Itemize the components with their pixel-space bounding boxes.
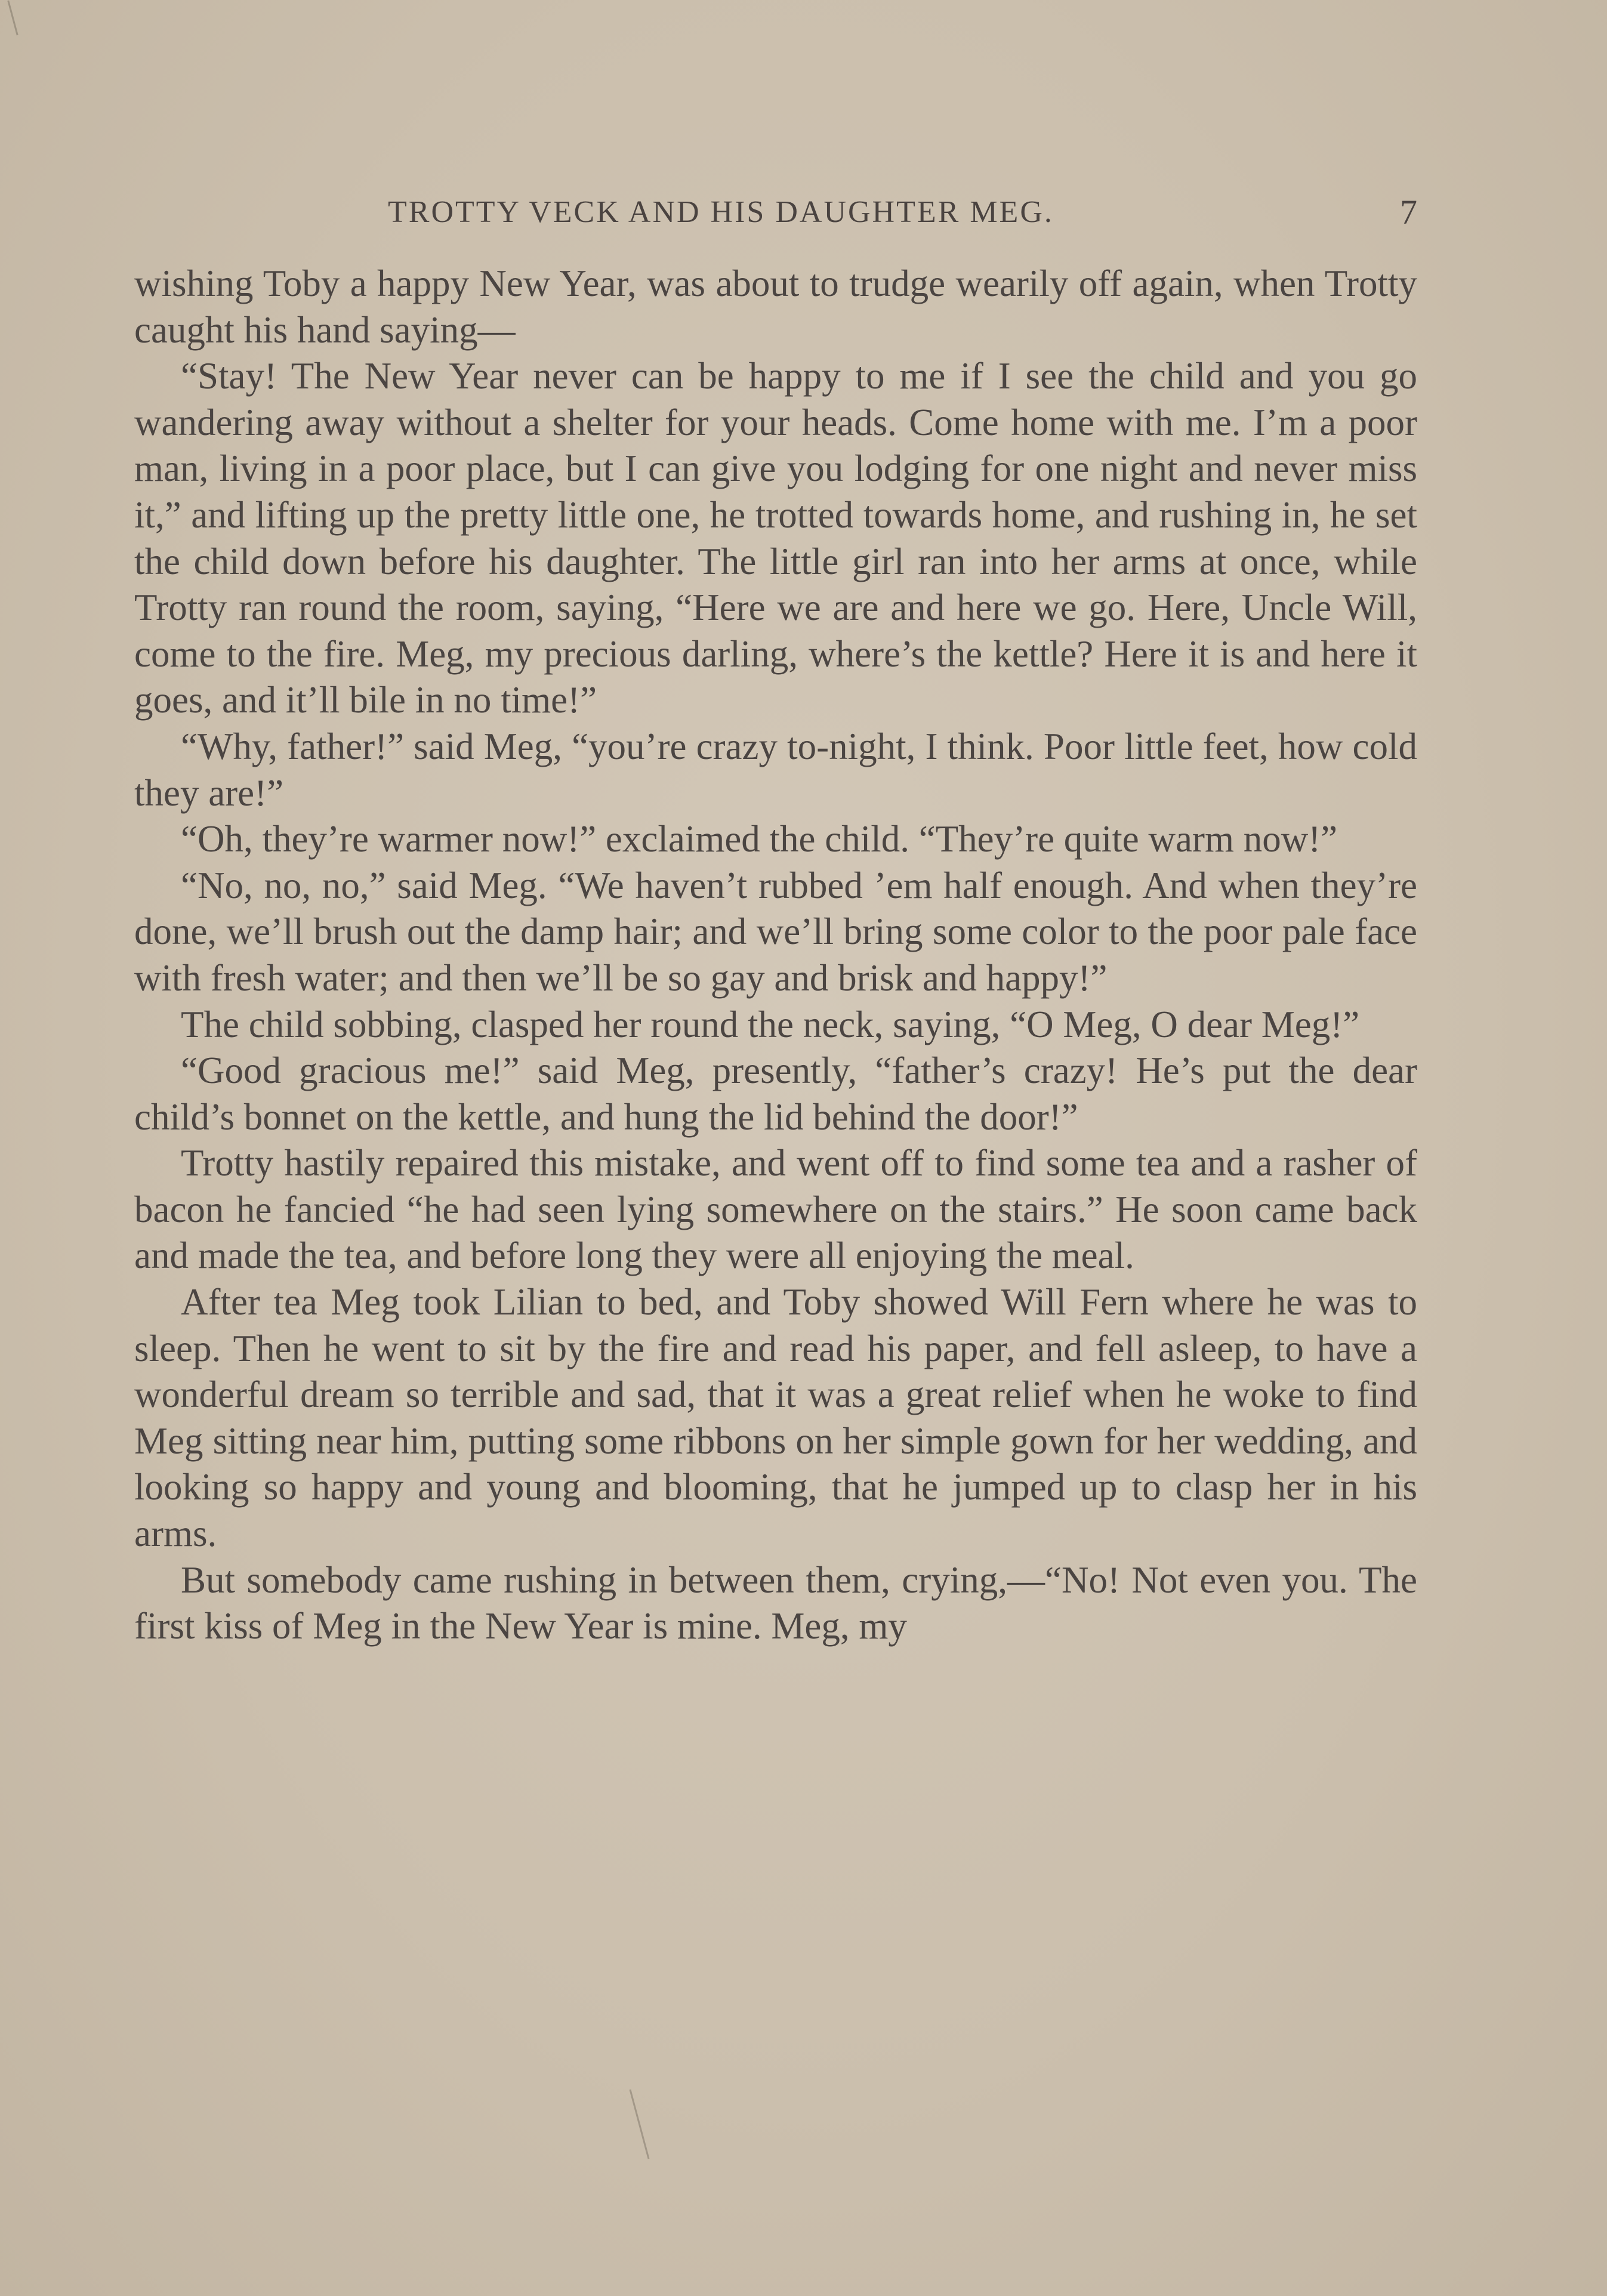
page-number: 7 [1400,193,1417,232]
page-header [134,190,1417,237]
paragraph: “No, no, no,” said Meg. “We haven’t rubbed ’em half enough. And when they’re done, we’ll brush out the damp hair; and we’ll bring some color to the poor pale face with fresh water; and then we’ll be so gay and brisk and happy!” [134,864,1417,999]
paragraph: “Oh, they’re warmer now!” exclaimed the child. “They’re quite warm now!” [181,818,1338,860]
paragraph: After tea Meg took Lilian to bed, and Toby showed Will Fern where he was to sleep. Then he went to sit by the fire and read his paper, and fell asleep, to have a wonderful dream so terrible and sad, that it was a great relief when he woke to find Meg sitting near him, putting some ribbons on her simple gown for her wedding, and looking so happy and young and blooming, that he jumped up to clasp her in his arms. [134,1281,1417,1555]
paragraph: “Good gracious me!” said Meg, presently, “father’s crazy! He’s put the dear child’s bonnet on the kettle, and hung the lid behind the door!” [134,1050,1417,1138]
paper-blemish [7,1,18,36]
paragraph: The child sobbing, clasped her round the neck, saying, “O Meg, O dear Meg!” [181,1003,1360,1045]
paragraph: Trotty hastily repaired this mistake, and went off to find some tea and a rasher of bacon he fancied “he had seen lying somewhere on the stairs.” He soon came back and made the tea, and before long they were all enjoying the meal. [134,1142,1417,1277]
paragraph: wishing Toby a happy New Year, was about to trudge wearily off again, when Trotty caught his hand saying— [134,263,1417,351]
paper-blemish [630,2090,650,2159]
paragraph: But somebody came rushing in between them, crying,—“No! Not even you. The first kiss of Meg in the New Year is mine. Meg, my [134,1559,1417,1647]
paragraph: “Stay! The New Year never can be happy to me if I see the child and you go wandering away without a shelter for your heads. Come home with me. I’m a poor man, living in a poor place, but I can give you lodging for one night and never miss it,” and lifting up the pretty little one, he trotted towards home, and rushing in, he set the child down before his daughter. The little girl ran into her arms at once, while Trotty ran round the room, saying, “Here we are and here we go. Here, Uncle Will, come to the fire. Meg, my precious darling, where’s the kettle? Here it is and here it goes, and it’ll bile in no time!” [134,355,1417,721]
body-text [134,261,1417,1650]
running-head: TROTTY VECK AND HIS DAUGHTER MEG. [388,195,1054,229]
paragraph: “Why, father!” said Meg, “you’re crazy to-night, I think. Poor little feet, how cold they are!” [134,725,1417,814]
